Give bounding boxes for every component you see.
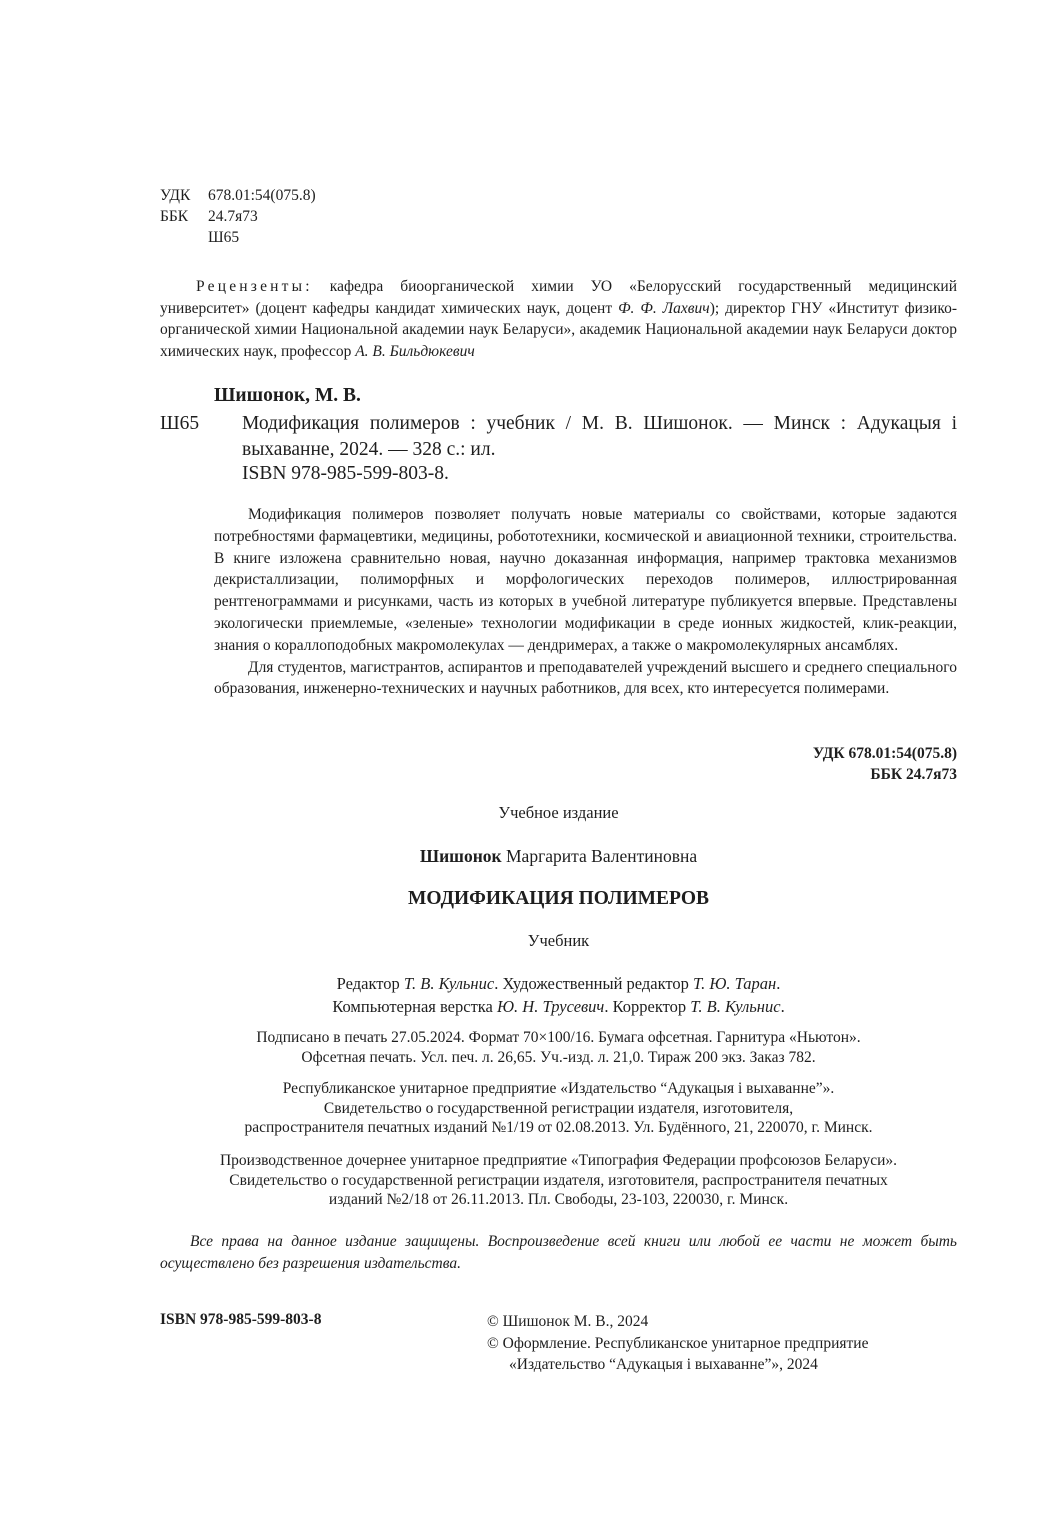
book-genre: Учебник (527, 931, 590, 950)
credit-editor-label: Редактор (336, 974, 404, 993)
classification-codes (160, 185, 957, 248)
reviewers-label: Рецензенты: (196, 278, 313, 295)
printer-line-3: изданий №2/18 от 26.11.2013. Пл. Свободы, 23-103, 220030, г. Минск. (328, 1191, 789, 1208)
copyright-line-2: © Оформление. Республиканское унитарное предприятие (487, 1334, 869, 1352)
credits (160, 972, 957, 1018)
credits-line-1: Редактор Т. В. Кульнис. Художественный редактор Т. Ю. Таран. (336, 974, 781, 993)
catalog-sign: Ш65 (160, 413, 200, 434)
author-full-name (160, 846, 957, 867)
reviewers-text-2: ); директор ГНУ «Институт физико-органической химии Национальной академии наук Беларуси», академик Национальной академии наук Беларуси доктор химических наук, профессор (160, 299, 957, 360)
annotation (214, 504, 957, 700)
author-given-names: Маргарита Валентиновна (501, 846, 698, 866)
print-details (160, 1028, 957, 1067)
credits-line-2: Компьютерная верстка Ю. Н. Трусевич. Корректор Т. В. Кульнис. (332, 997, 785, 1016)
catalog-entry (160, 411, 957, 463)
catalog-description: Модификация полимеров : учебник / М. В. Шишонок. — Минск : Адукацыя і выхаванне, 2024. — 328 с.: ил. (242, 413, 957, 460)
bbk-code-right: ББК 24.7я73 (870, 766, 957, 783)
reviewer-name-1: Ф. Ф. Лахвич (618, 299, 710, 317)
copyright-line-3: «Издательство “Адукацыя і выхаванне”», 2024 (509, 1356, 818, 1373)
copyright-line-1: © Шишонок М. В., 2024 (487, 1313, 649, 1330)
print-line-1: Подписано в печать 27.05.2024. Формат 70×100/16. Бумага офсетная. Гарнитура «Ньютон». (256, 1029, 861, 1046)
credit-proof-name: Т. В. Кульнис (690, 997, 781, 1016)
catalog-isbn: ISBN 978-985-599-803-8. (242, 463, 449, 484)
bbk-code: 24.7я73 (208, 208, 258, 225)
author-sign: Ш65 (208, 229, 240, 246)
footer-isbn: ISBN 978-985-599-803-8 (160, 1311, 322, 1328)
edition-type: Учебное издание (498, 803, 619, 822)
classification-codes-right (160, 743, 957, 785)
annotation-paragraph-1: Модификация полимеров позволяет получать новые материалы со свойствами, которые задаются потребностями фармацевтики, медицины, робототехники, космической и авиационной техники, строительства. В книге изложена сравнительно новая, научно доказанная информация, например трактовка механизмов декристаллизации, полиморфных и морфологических переходов полимеров, иллюстрированная рентгенограммами и рисунками, часть из которых в учебной литературе публикуется впервые. Представлены экологически приемлемые, «зеленые» технологии модификации в среде ионных жидкостей, клик-реакции, знания о кораллоподобных макромолекулах — дендримерах, а также о макромолекулярных ансамблях. (214, 506, 957, 654)
printer-line-2: Свидетельство о государственной регистрации издателя, изготовителя, распространителя печатных (229, 1171, 888, 1189)
printer-line-1: Производственное дочернее унитарное предприятие «Типография Федерации профсоюзов Беларуси». (219, 1152, 898, 1169)
udk-label: УДК (160, 187, 191, 204)
copyright-page (160, 0, 957, 1536)
reviewers-paragraph (160, 276, 957, 362)
rights-notice: Все права на данное издание защищены. Воспроизведение всей книги или любой ее части не может быть осуществлено без разрешения издательства. (160, 1233, 957, 1272)
bbk-label: ББК (160, 208, 189, 225)
credit-editor-name: Т. В. Кульнис (403, 974, 495, 993)
credit-art-label: . Художественный редактор (494, 974, 694, 993)
udk-code: 678.01:54(075.8) (208, 187, 316, 204)
udk-code-right: УДК 678.01:54(075.8) (812, 745, 957, 762)
publisher-details (160, 1079, 957, 1138)
catalog-author-heading: Шишонок, М. В. (214, 385, 361, 406)
credit-proof-label: . Корректор (604, 997, 691, 1016)
reviewer-name-2: А. В. Бильдюкевич (355, 342, 475, 360)
book-title: МОДИФИКАЦИЯ ПОЛИМЕРОВ (407, 888, 710, 909)
credit-art-name: Т. Ю. Таран (693, 974, 777, 993)
printer-details (160, 1151, 957, 1210)
publisher-line-3: распространителя печатных изданий №1/19 от 02.08.2013. Ул. Будённого, 21, 220070, г. Минск. (244, 1119, 873, 1136)
credit-layout-label: Компьютерная верстка (332, 997, 498, 1016)
author-surname: Шишонок (419, 846, 502, 866)
annotation-paragraph-2: Для студентов, магистрантов, аспирантов и преподавателей учреждений высшего и среднего специального образования, инженерно-технических и научных работников, для всех, кто интересуется полимерами. (214, 658, 957, 698)
print-line-2: Офсетная печать. Усл. печ. л. 26,65. Уч.-изд. л. 21,0. Тираж 200 экз. Заказ 782. (301, 1048, 816, 1066)
reviewers-text-1: кафедра биоорганической химии УО «Белорусский государственный медицинский университет» (доцент кафедры кандидат химических наук, доцент (160, 278, 957, 317)
publisher-line-2: Свидетельство о государственной регистрации издателя, изготовителя, (323, 1099, 794, 1117)
publisher-line-1: Республиканское унитарное предприятие «Издательство “Адукацыя і выхаванне”». (282, 1080, 835, 1097)
credit-layout-name: Ю. Н. Трусевич (497, 997, 605, 1016)
copyright-block (487, 1311, 957, 1376)
